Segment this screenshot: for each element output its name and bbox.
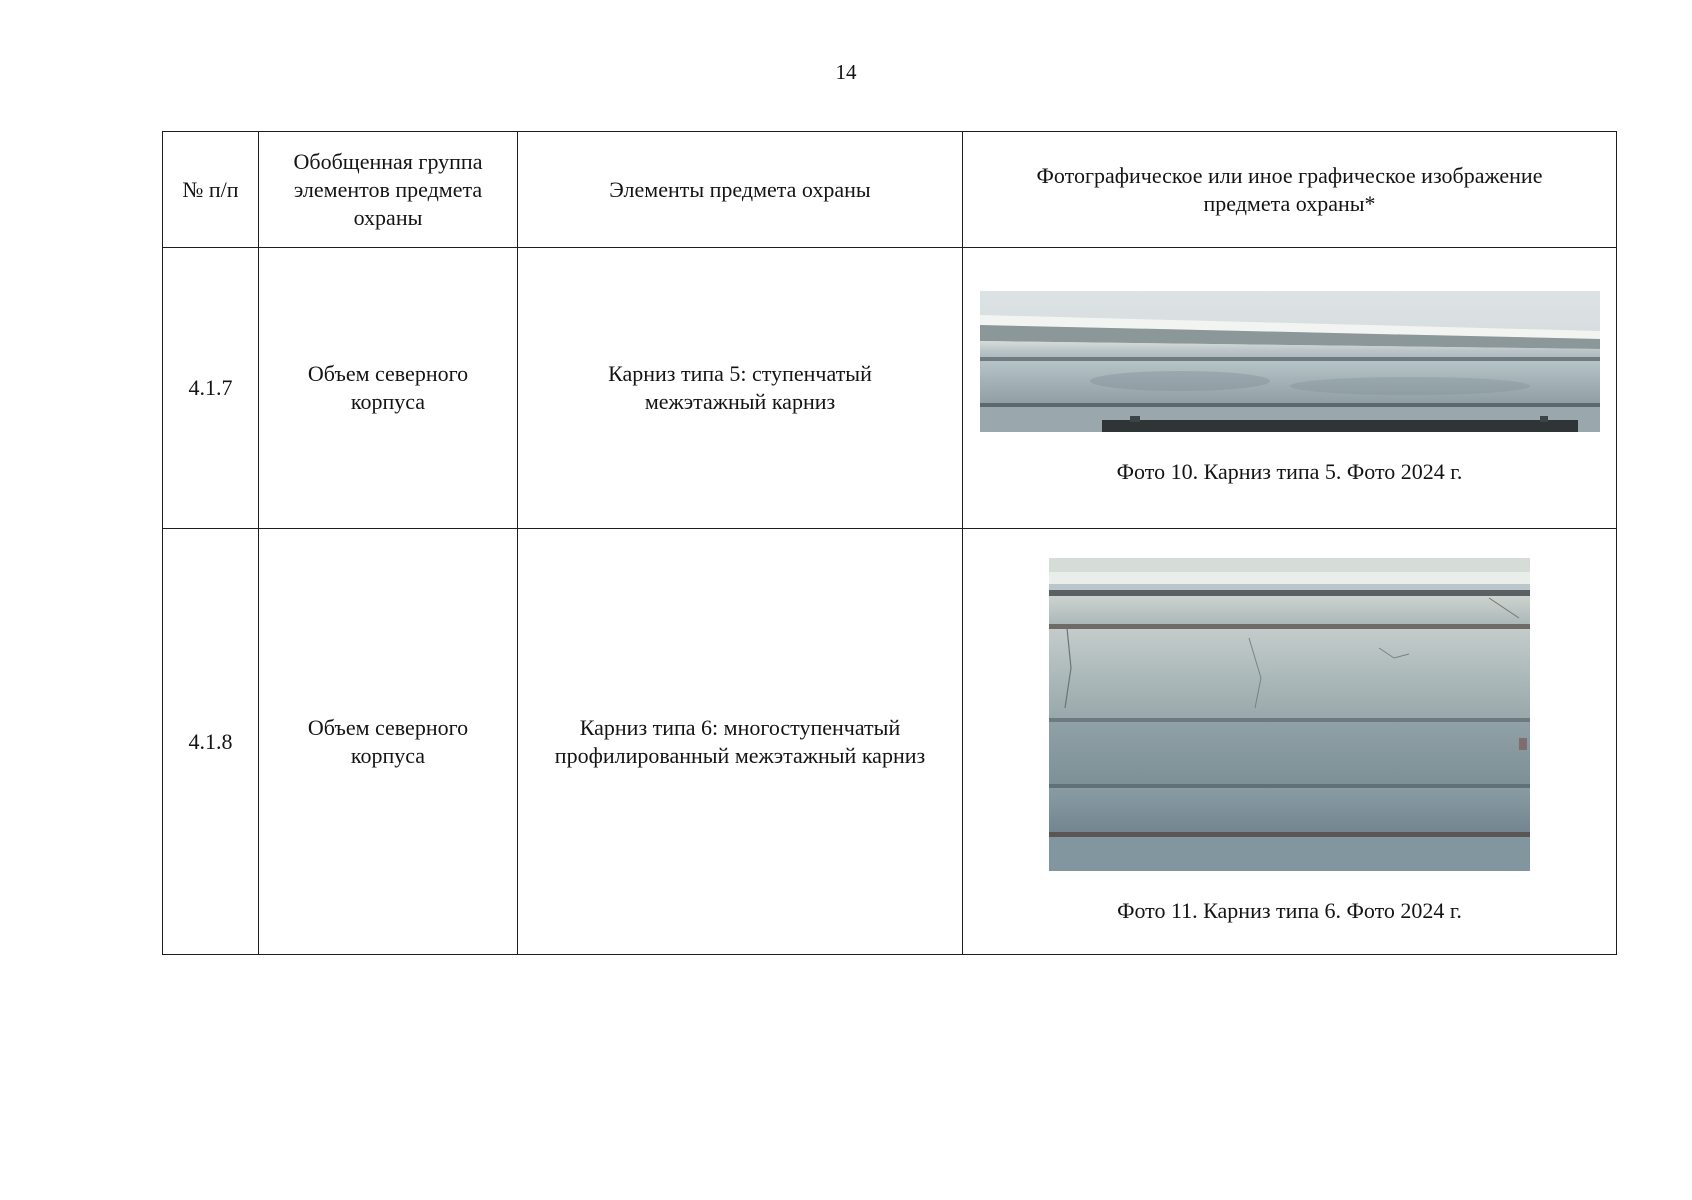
protection-elements-table [162,131,1617,955]
cornice-type-6-photo [1049,558,1530,871]
row-group: Объем северного корпуса [259,529,518,955]
row-element: Карниз типа 6: многоступенчатый профилированный межэтажный карниз [518,529,963,955]
table-row [163,248,1617,529]
header-num: № п/п [163,132,259,248]
photo-caption: Фото 11. Карниз типа 6. Фото 2024 г. [1117,898,1462,923]
row-number: 4.1.7 [163,248,259,529]
table-header-row [163,132,1617,248]
header-elements: Элементы предмета охраны [518,132,963,248]
table-row [163,529,1617,955]
row-number: 4.1.8 [163,529,259,955]
header-image: Фотографическое или иное графическое изображение предмета охраны* [963,132,1617,248]
row-photo-cell [963,248,1617,529]
photo-caption: Фото 10. Карниз типа 5. Фото 2024 г. [1116,458,1463,484]
cornice-type-5-photo [980,291,1600,432]
header-group: Обобщенная группа элементов предмета охраны [259,132,518,248]
row-element: Карниз типа 5: ступенчатый межэтажный карниз [518,248,963,529]
page-number: 14 [835,60,857,84]
row-photo-cell [963,529,1617,955]
row-group: Объем северного корпуса [259,248,518,529]
